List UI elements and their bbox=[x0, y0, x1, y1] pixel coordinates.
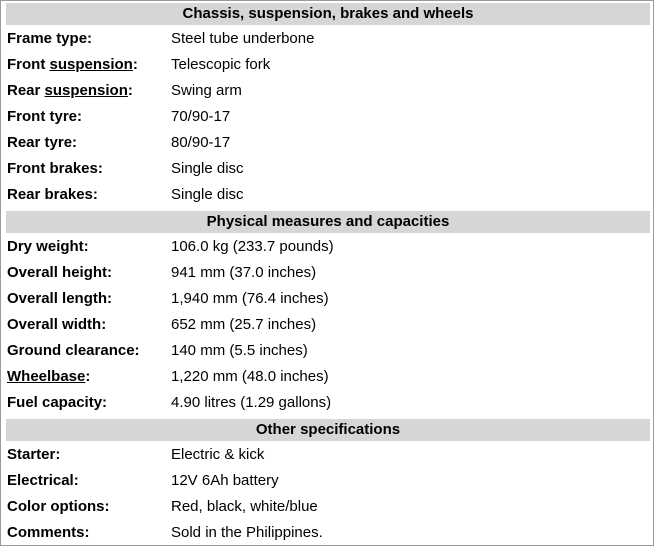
section-header-other: Other specifications bbox=[6, 419, 650, 441]
row-value: 1,940 mm (76.4 inches) bbox=[171, 290, 329, 307]
row-value: Red, black, white/blue bbox=[171, 498, 318, 515]
row-label: Electrical: bbox=[7, 472, 79, 489]
row-value: 941 mm (37.0 inches) bbox=[171, 264, 317, 281]
row-label: Front suspension: bbox=[7, 56, 138, 73]
table-row bbox=[1, 442, 653, 468]
wheelbase-link[interactable]: Wheelbase bbox=[7, 368, 86, 385]
row-label: Fuel capacity: bbox=[7, 394, 108, 411]
row-value: 80/90-17 bbox=[171, 134, 231, 151]
table-row bbox=[1, 494, 653, 520]
table-row bbox=[1, 52, 653, 78]
table-row bbox=[1, 338, 653, 364]
suspension-link[interactable]: suspension bbox=[44, 82, 128, 99]
section-header-physical: Physical measures and capacities bbox=[6, 211, 650, 233]
table-row bbox=[1, 130, 653, 156]
row-value: Single disc bbox=[171, 186, 244, 203]
row-label: Overall height: bbox=[7, 264, 113, 281]
row-value: 70/90-17 bbox=[171, 108, 231, 125]
row-label: Rear suspension: bbox=[7, 82, 133, 99]
table-row bbox=[1, 286, 653, 312]
row-value: 12V 6Ah battery bbox=[171, 472, 279, 489]
section-header-chassis: Chassis, suspension, brakes and wheels bbox=[6, 3, 650, 25]
row-value: 652 mm (25.7 inches) bbox=[171, 316, 317, 333]
table-row bbox=[1, 78, 653, 104]
row-value: Steel tube underbone bbox=[171, 30, 315, 47]
row-label: Frame type: bbox=[7, 30, 93, 47]
table-row bbox=[1, 520, 653, 546]
row-value: Swing arm bbox=[171, 82, 242, 99]
table-row bbox=[1, 390, 653, 416]
row-label: Front tyre: bbox=[7, 108, 82, 125]
row-label: Rear brakes: bbox=[7, 186, 98, 203]
row-label: Starter: bbox=[7, 446, 61, 463]
table-row bbox=[1, 234, 653, 260]
row-label: Overall width: bbox=[7, 316, 107, 333]
row-value: Telescopic fork bbox=[171, 56, 271, 73]
row-label: Comments: bbox=[7, 524, 90, 541]
row-label: Wheelbase: bbox=[7, 368, 91, 385]
table-row bbox=[1, 312, 653, 338]
row-value: Electric & kick bbox=[171, 446, 265, 463]
table-row bbox=[1, 182, 653, 208]
row-value: 106.0 kg (233.7 pounds) bbox=[171, 238, 334, 255]
row-value: 4.90 litres (1.29 gallons) bbox=[171, 394, 332, 411]
row-label: Color options: bbox=[7, 498, 110, 515]
row-label: Overall length: bbox=[7, 290, 113, 307]
row-label: Rear tyre: bbox=[7, 134, 78, 151]
suspension-link[interactable]: suspension bbox=[49, 56, 133, 73]
row-label: Ground clearance: bbox=[7, 342, 140, 359]
row-value: Sold in the Philippines. bbox=[171, 524, 323, 541]
row-value: Single disc bbox=[171, 160, 244, 177]
table-row bbox=[1, 364, 653, 390]
table-row bbox=[1, 104, 653, 130]
row-label: Dry weight: bbox=[7, 238, 89, 255]
row-label: Front brakes: bbox=[7, 160, 103, 177]
table-row bbox=[1, 156, 653, 182]
table-row bbox=[1, 468, 653, 494]
row-value: 1,220 mm (48.0 inches) bbox=[171, 368, 329, 385]
row-value: 140 mm (5.5 inches) bbox=[171, 342, 308, 359]
table-row bbox=[1, 26, 653, 52]
table-row bbox=[1, 260, 653, 286]
